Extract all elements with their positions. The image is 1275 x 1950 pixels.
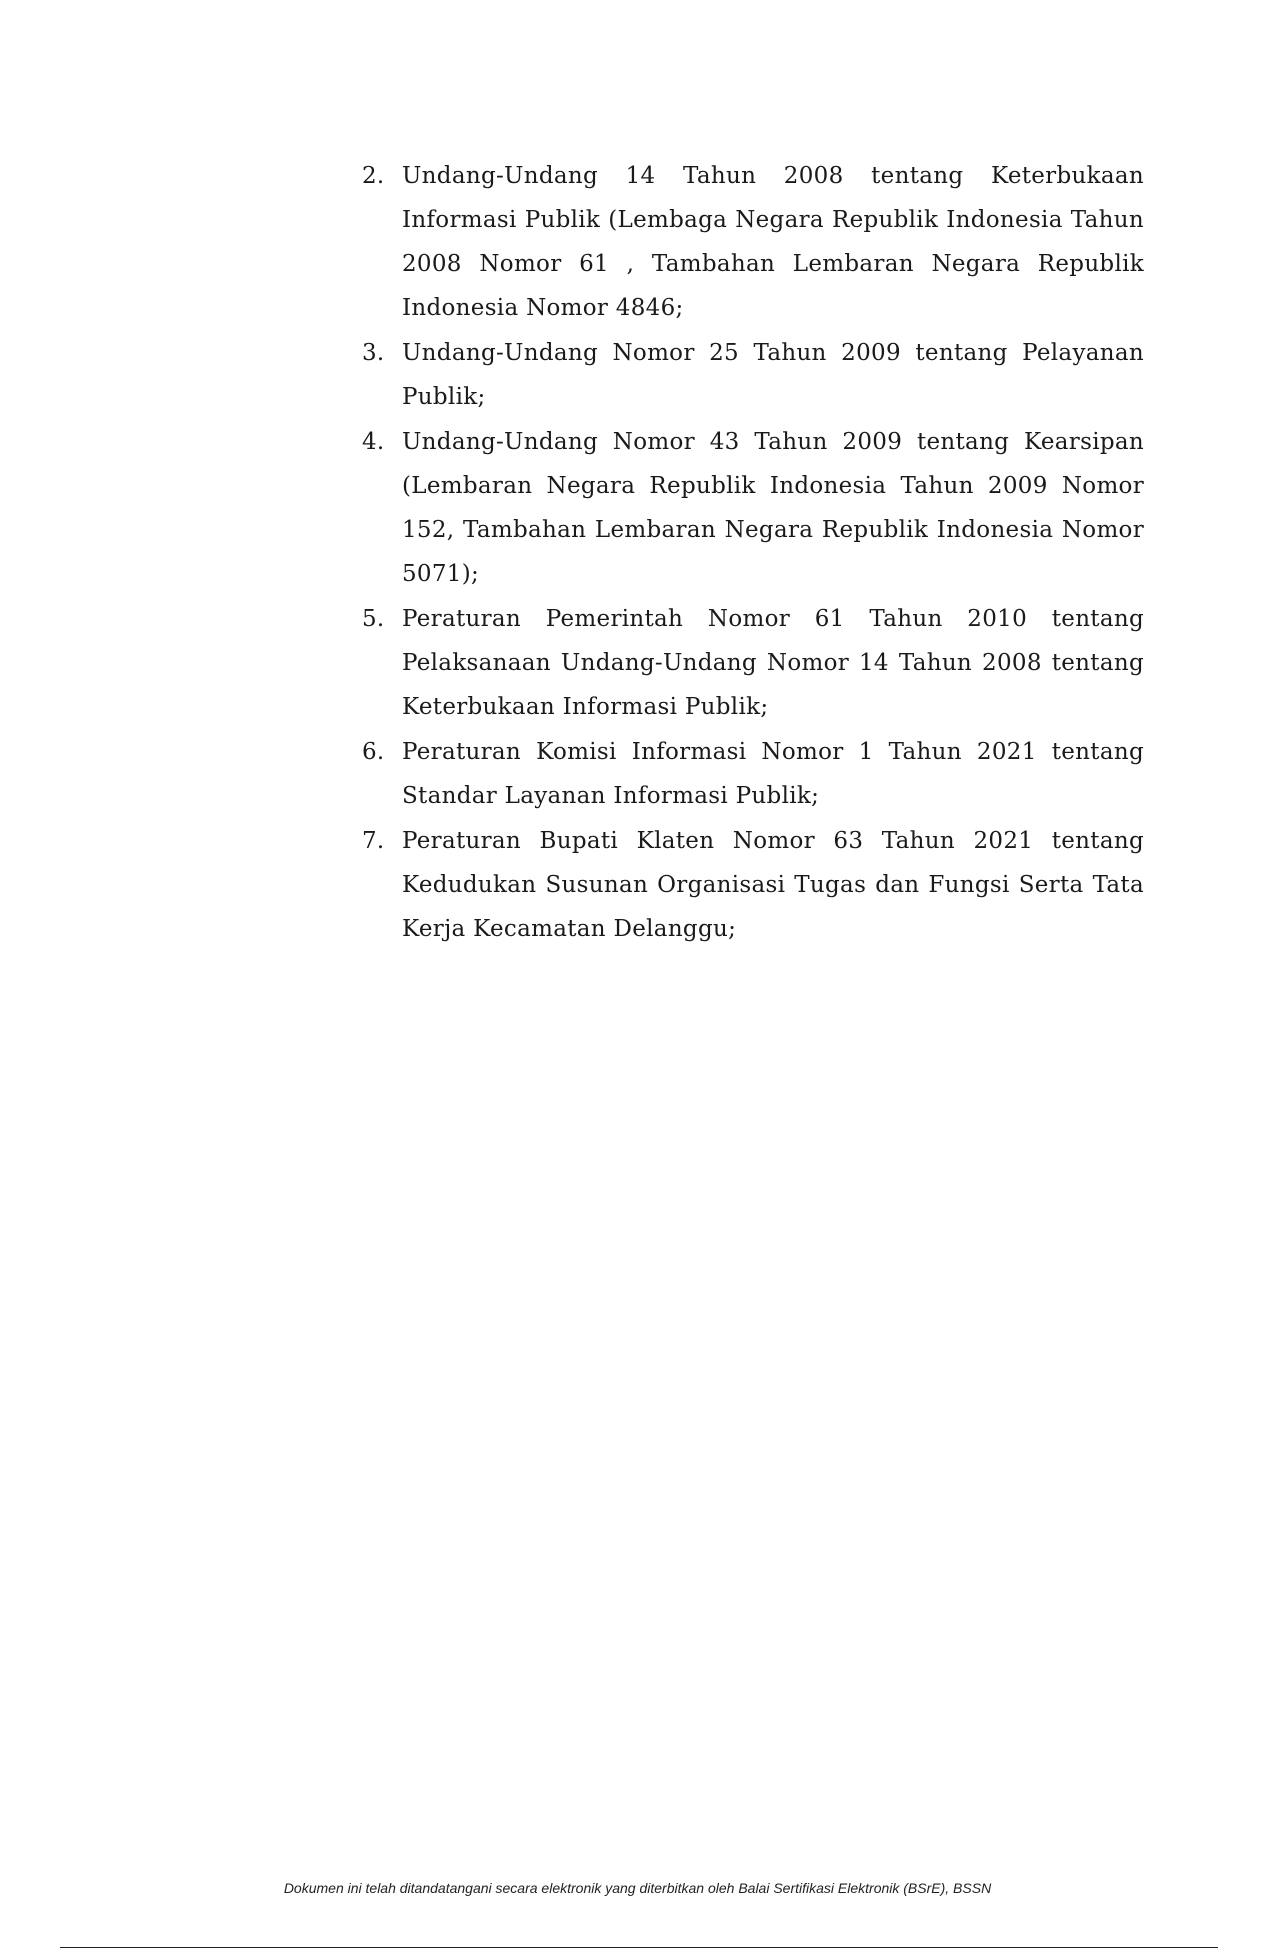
list-item xyxy=(362,730,1144,818)
list-item xyxy=(362,331,1144,419)
list-item-number: 5. xyxy=(362,606,385,632)
list-item-number: 3. xyxy=(362,340,385,366)
list-item-number: 6. xyxy=(362,739,385,765)
list-item xyxy=(362,154,1144,330)
list-item-text: Undang-Undang 14 Tahun 2008 tentang Keterbukaan Informasi Publik (Lembaga Negara Republik Indonesia Tahun 2008 Nomor 61 , Tambahan Lembaran Negara Republik Indonesia Nomor 4846; xyxy=(402,163,1144,321)
list-item-number: 4. xyxy=(362,429,385,455)
list-item-text: Peraturan Bupati Klaten Nomor 63 Tahun 2021 tentang Kedudukan Susunan Organisasi Tugas dan Fungsi Serta Tata Kerja Kecamatan Delanggu; xyxy=(402,828,1144,942)
list-item-text: Peraturan Komisi Informasi Nomor 1 Tahun 2021 tentang Standar Layanan Informasi Publik; xyxy=(402,739,1144,809)
list-item-text: Peraturan Pemerintah Nomor 61 Tahun 2010 tentang Pelaksanaan Undang-Undang Nomor 14 Tahun 2008 tentang Keterbukaan Informasi Publik; xyxy=(402,606,1144,720)
footer-divider xyxy=(60,1947,1218,1948)
legal-basis-list xyxy=(362,154,1144,952)
list-item-number: 2. xyxy=(362,163,385,189)
list-item-text: Undang-Undang Nomor 43 Tahun 2009 tentang Kearsipan (Lembaran Negara Republik Indonesia Tahun 2009 Nomor 152, Tambahan Lembaran Negara Republik Indonesia Nomor 5071); xyxy=(402,429,1144,587)
list-item-text: Undang-Undang Nomor 25 Tahun 2009 tentang Pelayanan Publik; xyxy=(402,340,1144,410)
list-item-number: 7. xyxy=(362,828,385,854)
list-item xyxy=(362,819,1144,951)
list-item xyxy=(362,420,1144,596)
list-item xyxy=(362,597,1144,729)
e-signature-footer-note: Dokumen ini telah ditandatangani secara elektronik yang diterbitkan oleh Balai Sertifikasi Elektronik (BSrE), BSSN xyxy=(283,1880,992,1896)
